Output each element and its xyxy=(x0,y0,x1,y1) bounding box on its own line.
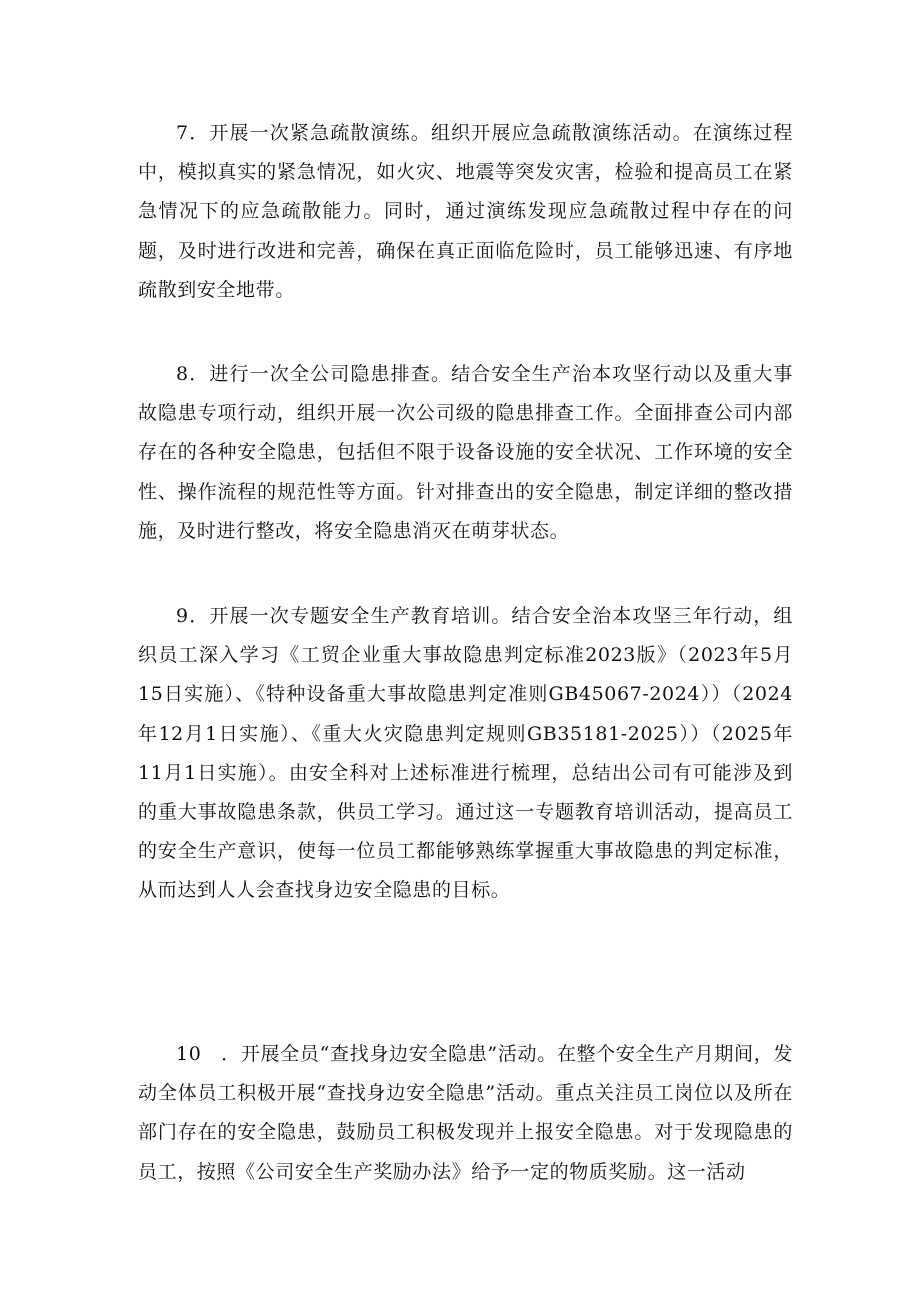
paragraph-item-10: 10 ．开展全员“查找身边安全隐患”活动。在整个安全生产月期间，发动全体员工积极开展“查找身边安全隐患”活动。重点关注员工岗位以及所在部门存在的安全隐患，鼓励员工积极发现并上报安全隐患。对于发现隐患的员工，按照《公司安全生产奖励办法》给予一定的物质奖励。这一活动 xyxy=(138,1043,793,1183)
paragraph-item-7: 7．开展一次紧急疏散演练。组织开展应急疏散演练活动。在演练过程中，模拟真实的紧急情况，如火灾、地震等突发灾害，检验和提高员工在紧急情况下的应急疏散能力。同时，通过演练发现应急疏散过程中存在的问题，及时进行改进和完善，确保在真正面临危险时，员工能够迅速、有序地疏散到安全地带。 xyxy=(138,122,793,301)
paragraph-item-9: 9．开展一次专题安全生产教育培训。结合安全治本攻坚三年行动，组织员工深入学习《工贸企业重大事故隐患判定标准2023版》（2023年5月15日实施）、《特种设备重大事故隐患判定准则GB45067-2024））（2024年12月1日实施）、《重大火灾隐患判定规则GB35181-2025））（2025年11月1日实施）。由安全科对上述标准进行梳理，总结出公司有可能涉及到的重大事故隐患条款，供员工学习。通过这一专题教育培训活动，提高员工的安全生产意识，使每一位员工都能够熟练掌握重大事故隐患的判定标准，从而达到人人会查找身边安全隐患的目标。 xyxy=(138,605,793,902)
paragraph-item-8: 8．进行一次全公司隐患排查。结合安全生产治本攻坚行动以及重大事故隐患专项行动，组织开展一次公司级的隐患排查工作。全面排查公司内部存在的各种安全隐患，包括但不限于设备设施的安全状况、工作环境的安全性、操作流程的规范性等方面。针对排查出的安全隐患，制定详细的整改措施，及时进行整改，将安全隐患消灭在萌芽状态。 xyxy=(138,363,793,542)
